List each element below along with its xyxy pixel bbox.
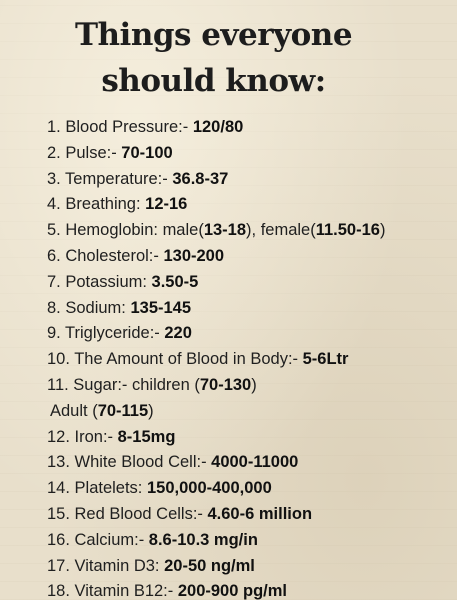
item-label: 13. White Blood Cell:-: [47, 453, 212, 472]
list-item: [47, 296, 385, 322]
item-label: 6. Cholesterol:-: [47, 246, 164, 265]
item-value: 4.60-6 million: [207, 504, 313, 523]
item-label: 11. Sugar:- children (: [47, 375, 200, 394]
item-value: 8-15mg: [117, 427, 176, 446]
item-value: 11.50-16: [315, 221, 380, 240]
item-label: 5. Hemoglobin: male(: [47, 221, 204, 240]
list-item: [47, 244, 385, 270]
list-item: [47, 167, 385, 193]
list-item: [47, 476, 385, 502]
item-value: 135-145: [130, 298, 192, 317]
item-label: 4. Breathing:: [47, 195, 146, 214]
item-label: 2. Pulse:-: [47, 143, 122, 162]
list-item: [47, 502, 385, 528]
item-label: 10. The Amount of Blood in Body:-: [47, 350, 303, 369]
item-label: 17. Vitamin D3:: [47, 556, 165, 575]
list-item: [47, 115, 385, 141]
item-value: 3.50-5: [151, 272, 199, 291]
item-label: 1. Blood Pressure:-: [47, 118, 193, 136]
item-value: 13-18: [203, 221, 247, 240]
item-value: 70-130: [199, 375, 252, 394]
item-value: 120/80: [192, 118, 244, 136]
item-label: 7. Potassium:: [47, 272, 152, 291]
item-label: ): [148, 401, 154, 420]
page-title: [0, 12, 427, 104]
item-label: Adult (: [50, 401, 98, 420]
item-value: 200-900 pg/ml: [177, 582, 287, 600]
item-label: 14. Platelets:: [47, 479, 147, 498]
item-label: 12. Iron:-: [47, 427, 118, 446]
title-line-1: Things everyone: [74, 17, 353, 53]
item-value: 70-115: [97, 401, 149, 420]
list-item: [47, 373, 385, 399]
vital-values-list: [47, 115, 385, 600]
item-label: 9. Triglyceride:-: [47, 324, 165, 343]
item-value: 150,000-400,000: [146, 479, 272, 498]
item-label: 15. Red Blood Cells:-: [47, 504, 208, 523]
item-label: ), female(: [246, 221, 316, 240]
list-item: [47, 554, 385, 580]
item-label: 16. Calcium:-: [47, 530, 149, 549]
item-value: 4000-11000: [211, 453, 299, 472]
item-label: ): [379, 221, 386, 240]
title-line-2: should know:: [101, 63, 326, 99]
list-item: [47, 270, 385, 296]
list-item: [47, 347, 385, 373]
item-label: 18. Vitamin B12:-: [47, 582, 178, 600]
list-item: [47, 218, 385, 244]
list-item: [47, 399, 385, 425]
item-value: 20-50 ng/ml: [164, 556, 255, 575]
item-label: ): [251, 375, 257, 394]
item-value: 220: [164, 324, 192, 343]
list-item: [47, 321, 385, 347]
list-item: [47, 450, 385, 476]
item-value: 12-16: [145, 195, 188, 214]
item-value: 36.8-37: [172, 169, 229, 188]
item-label: 8. Sodium:: [47, 298, 131, 317]
list-item: [47, 579, 385, 600]
item-label: 3. Temperature:-: [47, 169, 173, 188]
item-value: 130-200: [163, 246, 225, 265]
list-item: [47, 425, 385, 451]
list-item: [47, 192, 385, 218]
list-item: [47, 528, 385, 554]
item-value: 8.6-10.3 mg/in: [148, 530, 258, 549]
item-value: 5-6Ltr: [302, 350, 349, 369]
item-value: 70-100: [121, 143, 173, 162]
list-item: [47, 141, 385, 167]
